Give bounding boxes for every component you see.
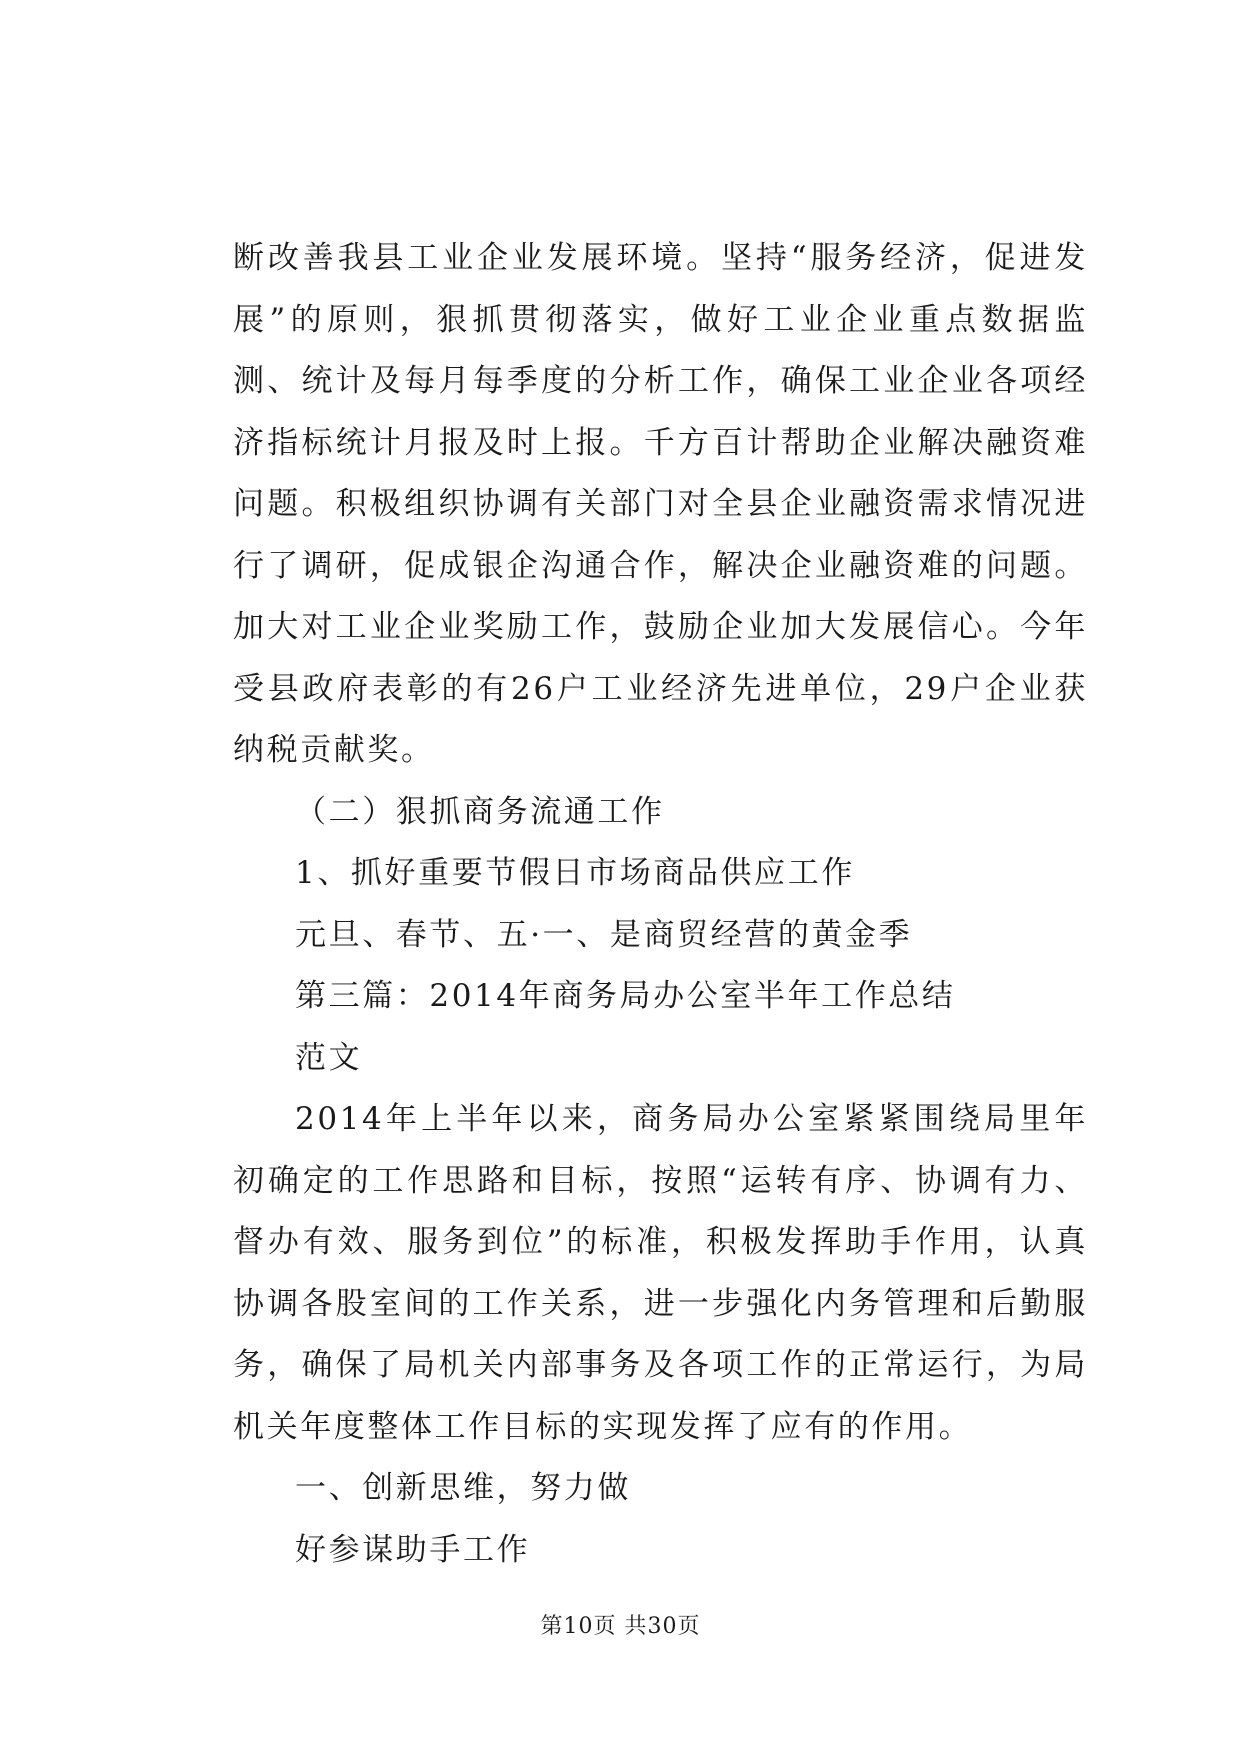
article-title: 第三篇：2014年商务局办公室半年工作总结 [295, 978, 956, 1014]
paragraph-1: 断改善我县工业企业发展环境。坚持“服务经济，促进发展”的原则，狠抓贯彻落实，做好工业企业重点数据监测、统计及每月每季度的分析工作，确保工业企业各项经济指标统计月报及时上报。千方百计帮助企业解决融资难问题。积极组织协调有关部门对全县企业融资需求情况进行了调研，促成银企沟通合作，解决企业融资难的问题。加大对工业企业奖励工作，鼓励企业加大发展信心。今年受县政府表彰的有26户工业经济先进单位，29户企业获纳税贡献奖。 [233, 240, 1088, 768]
document-body [233, 228, 1088, 1581]
paragraph-intro: 2014年上半年以来，商务局办公室紧紧围绕局里年初确定的工作思路和目标，按照“运转有序、协调有力、督办有效、服务到位”的标准，积极发挥助手作用，认真协调各股室间的工作关系，进一步强化内务管理和后勤服务，确保了局机关内部事务及各项工作的正常运行，为局机关年度整体工作目标的实现发挥了应有的作用。 [233, 1101, 1088, 1445]
section-heading-1: 一、创新思维，努力做 [295, 1470, 631, 1506]
section-heading-1-continued: 好参谋助手工作 [295, 1531, 531, 1568]
paragraph-holidays: 元旦、春节、五·一、是商贸经营的黄金季 [295, 916, 913, 953]
page-number-footer: 第10页 共30页 [540, 1614, 701, 1639]
subsection-heading-1: 1、抓好重要节假日市场商品供应工作 [295, 855, 855, 891]
article-title-continued: 范文 [295, 1039, 363, 1076]
section-heading-2: （二）狠抓商务流通工作 [295, 793, 665, 830]
